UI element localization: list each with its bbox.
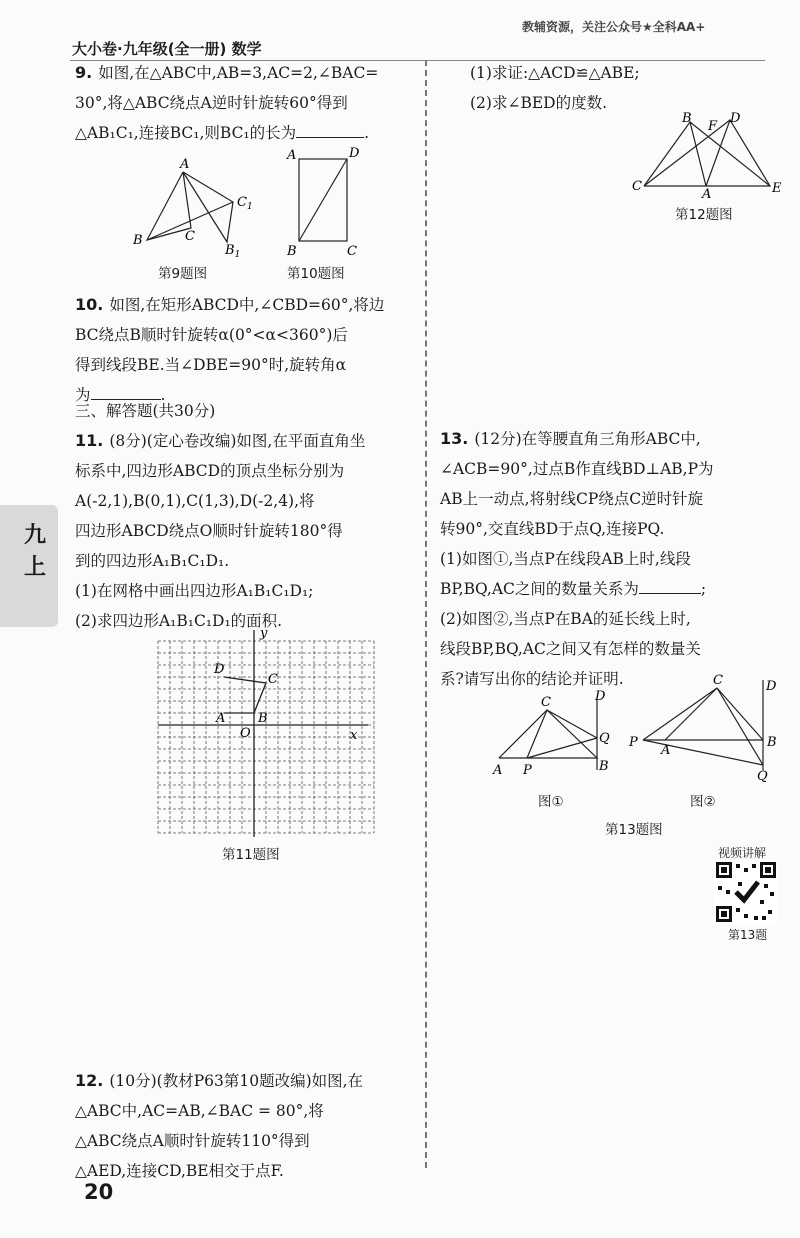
fig11-label-a: A (216, 711, 226, 726)
fig10-label-b: B (287, 244, 297, 259)
fig13b-label-a: A (661, 743, 671, 758)
fig10-diagonal-bd (299, 159, 347, 241)
q11-line5: 到的四边形A₁B₁C₁D₁. (75, 552, 230, 570)
fig12-triangle-abc (644, 122, 706, 186)
fig12-label-e: E (772, 181, 782, 196)
fig13b-label-q: Q (757, 769, 768, 784)
figure-13-2 (625, 670, 785, 785)
q9-line3: △AB₁C₁,连接BC₁,则BC₁的长为 (75, 124, 297, 142)
fig13b-label-b: B (767, 735, 777, 750)
fig11-label-x: x (350, 728, 358, 743)
fig12-label-f: F (708, 119, 718, 134)
section-3-title: 三、解答题(共30分) (75, 402, 216, 420)
fig13b-label-c: C (713, 673, 723, 688)
q13-line2: ∠ACB=90°,过点B作直线BD⊥AB,P为 (440, 460, 714, 478)
q13-sub2c: 系?请写出你的结论并证明. (440, 670, 624, 688)
fig13a-segment-cp (527, 710, 547, 758)
fig13a-label-p: P (523, 763, 532, 778)
q13-number: 13. (440, 429, 469, 448)
fig13a-label-c: C (541, 695, 551, 710)
fig12-segment-cd (644, 120, 730, 186)
fig13-caption: 第13题图 (605, 822, 663, 838)
question-9: 9. 如图,在△ABC中,AB=3,AC=2,∠BAC= 30°,将△ABC绕点A逆时针旋转60°得到 △AB₁C₁,连接BC₁,则BC₁的长为 . (75, 58, 420, 148)
q12-line2: △ABC中,AC=AB,∠BAC = 80°,将 (75, 1102, 324, 1120)
q12-line1: (10分)(教材P63第10题改编)如图,在 (109, 1072, 364, 1090)
q13-line3: AB上一动点,将射线CP绕点C逆时针旋 (440, 490, 704, 508)
fig12-label-b: B (682, 111, 692, 126)
q13-sub2b: 线段BP,BQ,AC之间又有怎样的数量关 (440, 640, 701, 658)
q12-sub2: (2)求∠BED的度数. (470, 94, 608, 112)
q10-line4: 为 (75, 386, 91, 404)
fig13a-triangle-acb (499, 710, 597, 758)
figure-12 (630, 110, 790, 200)
column-divider (425, 60, 427, 1168)
fig11-label-c: C (268, 672, 278, 687)
q13-sub1: (1)如图①,当点P在线段AB上时,线段 (440, 550, 691, 568)
question-11 (75, 426, 420, 636)
q11-line2: 标系中,四边形ABCD的顶点坐标分别为 (75, 462, 345, 480)
q11-number: 11. (75, 431, 104, 450)
q11-sub2: (2)求四边形A₁B₁C₁D₁的面积. (75, 612, 283, 630)
fig13b-segment-cp (643, 688, 717, 740)
figure-9 (125, 150, 275, 260)
fig13b-segment-ca (665, 688, 717, 740)
header-title: 大小卷·九年级(全一册) 数学 (72, 40, 262, 58)
fig13-1-caption: 图① (538, 794, 564, 810)
fig13a-label-b: B (599, 759, 609, 774)
q13-line4: 转90°,交直线BD于点Q,连接PQ. (440, 520, 665, 538)
qr-label: 第13题 (728, 928, 768, 942)
q10-line3: 得到线段BE.当∠DBE=90°时,旋转角α (75, 356, 347, 374)
fig9-label-a: A (180, 157, 190, 172)
fig11-label-b: B (258, 711, 268, 726)
fig13a-label-q: Q (599, 731, 610, 746)
fig11-label-d: D (214, 662, 225, 677)
fig9-caption: 第9题图 (158, 266, 208, 282)
qr-title: 视频讲解 (718, 846, 767, 860)
fig13a-label-d: D (595, 690, 606, 704)
fig10-label-a: A (287, 148, 297, 163)
fig13b-segment-cq (717, 688, 763, 765)
q11-line1: (8分)(定心卷改编)如图,在平面直角坐 (109, 432, 366, 450)
page-number: 20 (84, 1180, 114, 1204)
fig10-caption: 第10题图 (287, 266, 345, 282)
fig9-label-b: B (133, 233, 143, 248)
question-12-continued (470, 58, 770, 118)
q9-number: 9. (75, 63, 93, 82)
fig13b-segment-cb (717, 688, 763, 740)
q10-line2: BC绕点B顺时针旋转α(0°<α<360°)后 (75, 326, 348, 344)
q13-answer-blank[interactable] (639, 593, 701, 594)
q13-sub1b: BP,BQ,AC之间的数量关系为 (440, 580, 639, 598)
q10-line1: 如图,在矩形ABCD中,∠CBD=60°,将边 (109, 296, 385, 314)
fig12-label-a: A (702, 187, 712, 200)
q10-number: 10. (75, 295, 104, 314)
q11-sub1: (1)在网格中画出四边形A₁B₁C₁D₁; (75, 582, 314, 600)
q12-line4: △AED,连接CD,BE相交于点F. (75, 1162, 284, 1180)
fig13b-label-p: P (629, 735, 638, 750)
fig12-label-c: C (632, 179, 642, 194)
q12-line3: △ABC绕点A顺时针旋转110°得到 (75, 1132, 310, 1150)
q9-line2: 30°,将△ABC绕点A逆时针旋转60°得到 (75, 94, 348, 112)
fig12-caption: 第12题图 (675, 207, 733, 223)
q12-number: 12. (75, 1071, 104, 1090)
fig13b-label-d: D (766, 679, 777, 694)
question-12 (75, 1066, 420, 1186)
fig11-caption: 第11题图 (222, 847, 280, 863)
fig12-label-d: D (730, 111, 741, 126)
fig13-2-caption: 图② (690, 794, 716, 810)
figure-11 (150, 625, 380, 840)
qr-code-icon[interactable] (714, 860, 778, 924)
fig10-label-c: C (347, 244, 357, 259)
figure-13-1 (485, 690, 615, 780)
figure-10 (285, 145, 365, 260)
side-tab-label: 九上 (24, 523, 47, 580)
q12-sub1: (1)求证:△ACD≌△ABE; (470, 64, 640, 82)
question-10: 10. 如图,在矩形ABCD中,∠CBD=60°,将边 BC绕点B顺时针旋转α(0°<α<360°)后 得到线段BE.当∠DBE=90°时,旋转角α 为 . (75, 290, 420, 410)
q11-line4: 四边形ABCD绕点O顺时针旋转180°得 (75, 522, 343, 540)
q11-line3: A(-2,1),B(0,1),C(1,3),D(-2,4),将 (75, 492, 315, 510)
q9-answer-blank[interactable] (296, 137, 364, 138)
fig11-label-y: y (260, 626, 268, 641)
fig9-label-b1: $B_1$ (225, 243, 241, 260)
header-promo: 教辅资源，关注公众号★全科AA+ (522, 20, 706, 34)
fig9-label-c: C (185, 229, 195, 244)
question-13: 13. (12分)在等腰直角三角形ABC中, ∠ACB=90°,过点B作直线BD⊥AB,P为 AB上一动点,将射线CP绕点C逆时针旋 转90°,交直线BD于点Q,连接PQ. (1)如图①,当点P在线段AB上时,线段 BP,BQ,AC之间的数量关系为 ; (2)如图②,当点P在BA的延长线上时, 线段BP,BQ,AC之间又有怎样的数量关 系?请写出你的结论并证明. (440, 424, 785, 694)
fig12-segment-be (690, 122, 770, 186)
fig10-label-d: D (349, 146, 360, 161)
fig13a-label-a: A (493, 763, 503, 778)
q9-line1: 如图,在△ABC中,AB=3,AC=2,∠BAC= (98, 64, 379, 82)
q13-line1: (12分)在等腰直角三角形ABC中, (474, 430, 701, 448)
fig11-grid (158, 641, 374, 833)
fig9-label-c1: $C_1$ (237, 195, 253, 212)
fig11-label-o: O (240, 726, 251, 741)
q13-sub2: (2)如图②,当点P在BA的延长线上时, (440, 610, 691, 628)
